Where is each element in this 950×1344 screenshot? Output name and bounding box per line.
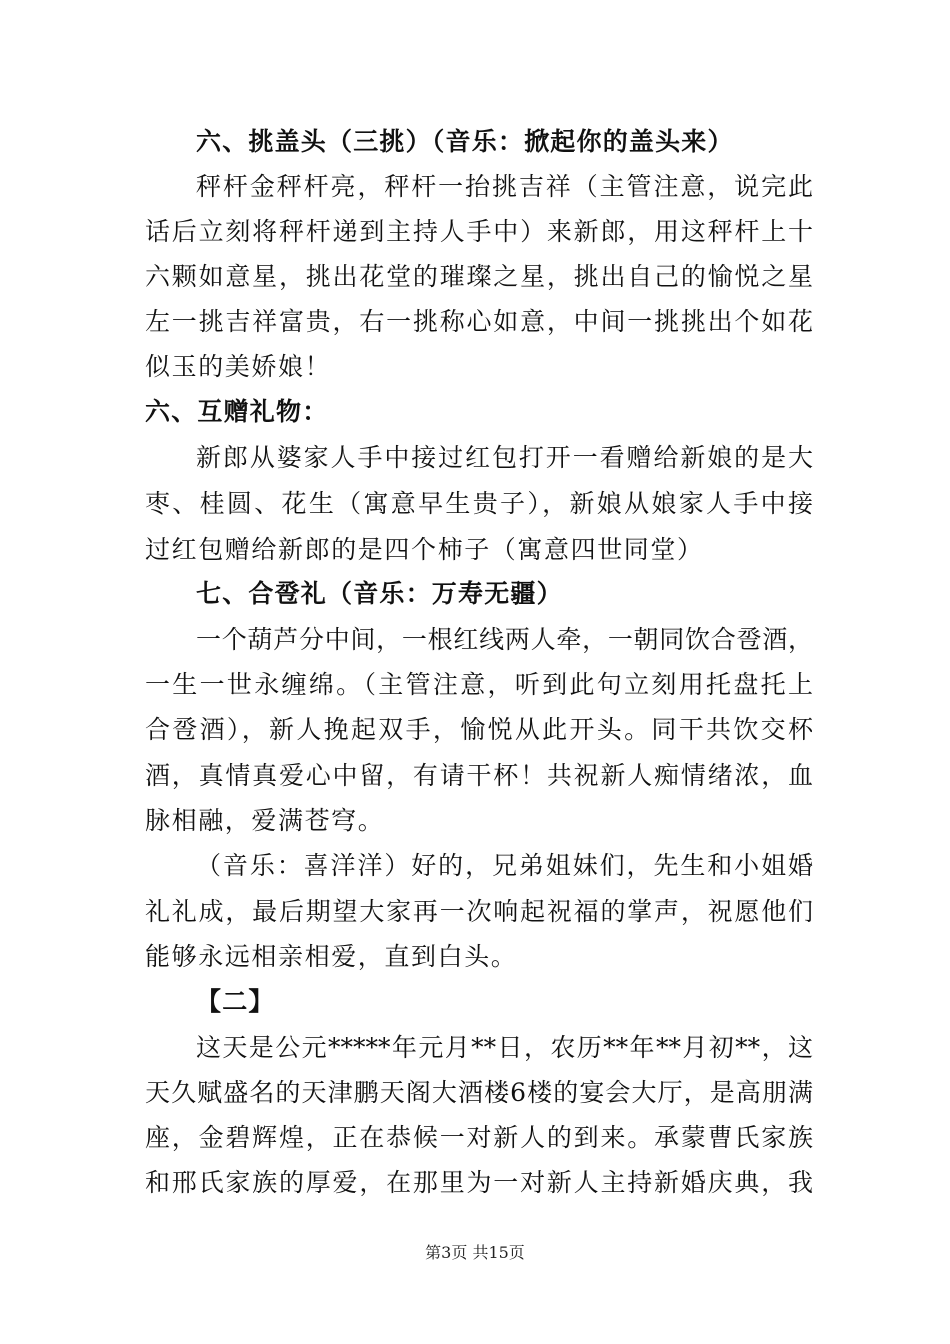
section-heading-lift-veil: 六、挑盖头（三挑）（音乐：掀起你的盖头来） <box>196 127 734 156</box>
section-heading-wine-ceremony: 七、合卺礼（音乐：万寿无疆） <box>196 579 563 608</box>
paragraph-line: 话后立刻将秤杆递到主持人手中）来新郎，用这秤杆上十 <box>145 217 813 246</box>
paragraph-line: 枣、桂圆、花生（寓意早生贵子），新娘从娘家人手中接 <box>145 489 813 518</box>
paragraph-line: 合卺酒），新人挽起双手，愉悦从此开头。同干共饮交杯 <box>145 715 813 744</box>
paragraph-line: 秤杆金秤杆亮，秤杆一抬挑吉祥（主管注意，说完此 <box>196 172 813 201</box>
page-number-footer: 第3页 共15页 <box>425 1243 525 1262</box>
paragraph-line: 礼礼成，最后期望大家再一次响起祝福的掌声，祝愿他们 <box>145 897 813 926</box>
paragraph-line: 左一挑吉祥富贵，右一挑称心如意，中间一挑挑出个如花 <box>145 307 813 336</box>
paragraph-line: 和邢氏家族的厚爱，在那里为一对新人主持新婚庆典，我 <box>145 1168 813 1197</box>
paragraph-line: 酒，真情真爱心中留，有请干杯！共祝新人痴情绪浓，血 <box>145 761 813 790</box>
paragraph-line: 一个葫芦分中间，一根红线两人牵，一朝同饮合卺酒， <box>196 625 813 654</box>
paragraph-line: 过红包赠给新郎的是四个柿子（寓意四世同堂） <box>145 535 704 564</box>
section-heading-part-two: 【二】 <box>196 987 275 1016</box>
paragraph-line: 脉相融，爱满苍穹。 <box>145 806 385 835</box>
paragraph-line: （音乐：喜洋洋）好的，兄弟姐妹们，先生和小姐婚 <box>196 851 813 880</box>
paragraph-line: 天久赋盛名的天津鹏天阁大酒楼6楼的宴会大厅，是高朋满 <box>145 1078 813 1107</box>
paragraph-line: 座，金碧辉煌，正在恭候一对新人的到来。承蒙曹氏家族 <box>145 1123 813 1152</box>
paragraph-line: 能够永远相亲相爱，直到白头。 <box>145 942 518 971</box>
paragraph-line: 这天是公元*****年元月**日，农历**年**月初**，这 <box>196 1033 813 1062</box>
paragraph-line: 似玉的美娇娘！ <box>145 352 332 381</box>
paragraph-line: 一生一世永缠绵。（主管注意，听到此句立刻用托盘托上 <box>145 670 813 699</box>
paragraph-line: 新郎从婆家人手中接过红包打开一看赠给新娘的是大 <box>196 443 813 472</box>
section-heading-gift-exchange: 六、互赠礼物： <box>145 397 329 426</box>
paragraph-line: 六颗如意星，挑出花堂的璀璨之星，挑出自己的愉悦之星 <box>145 262 813 291</box>
